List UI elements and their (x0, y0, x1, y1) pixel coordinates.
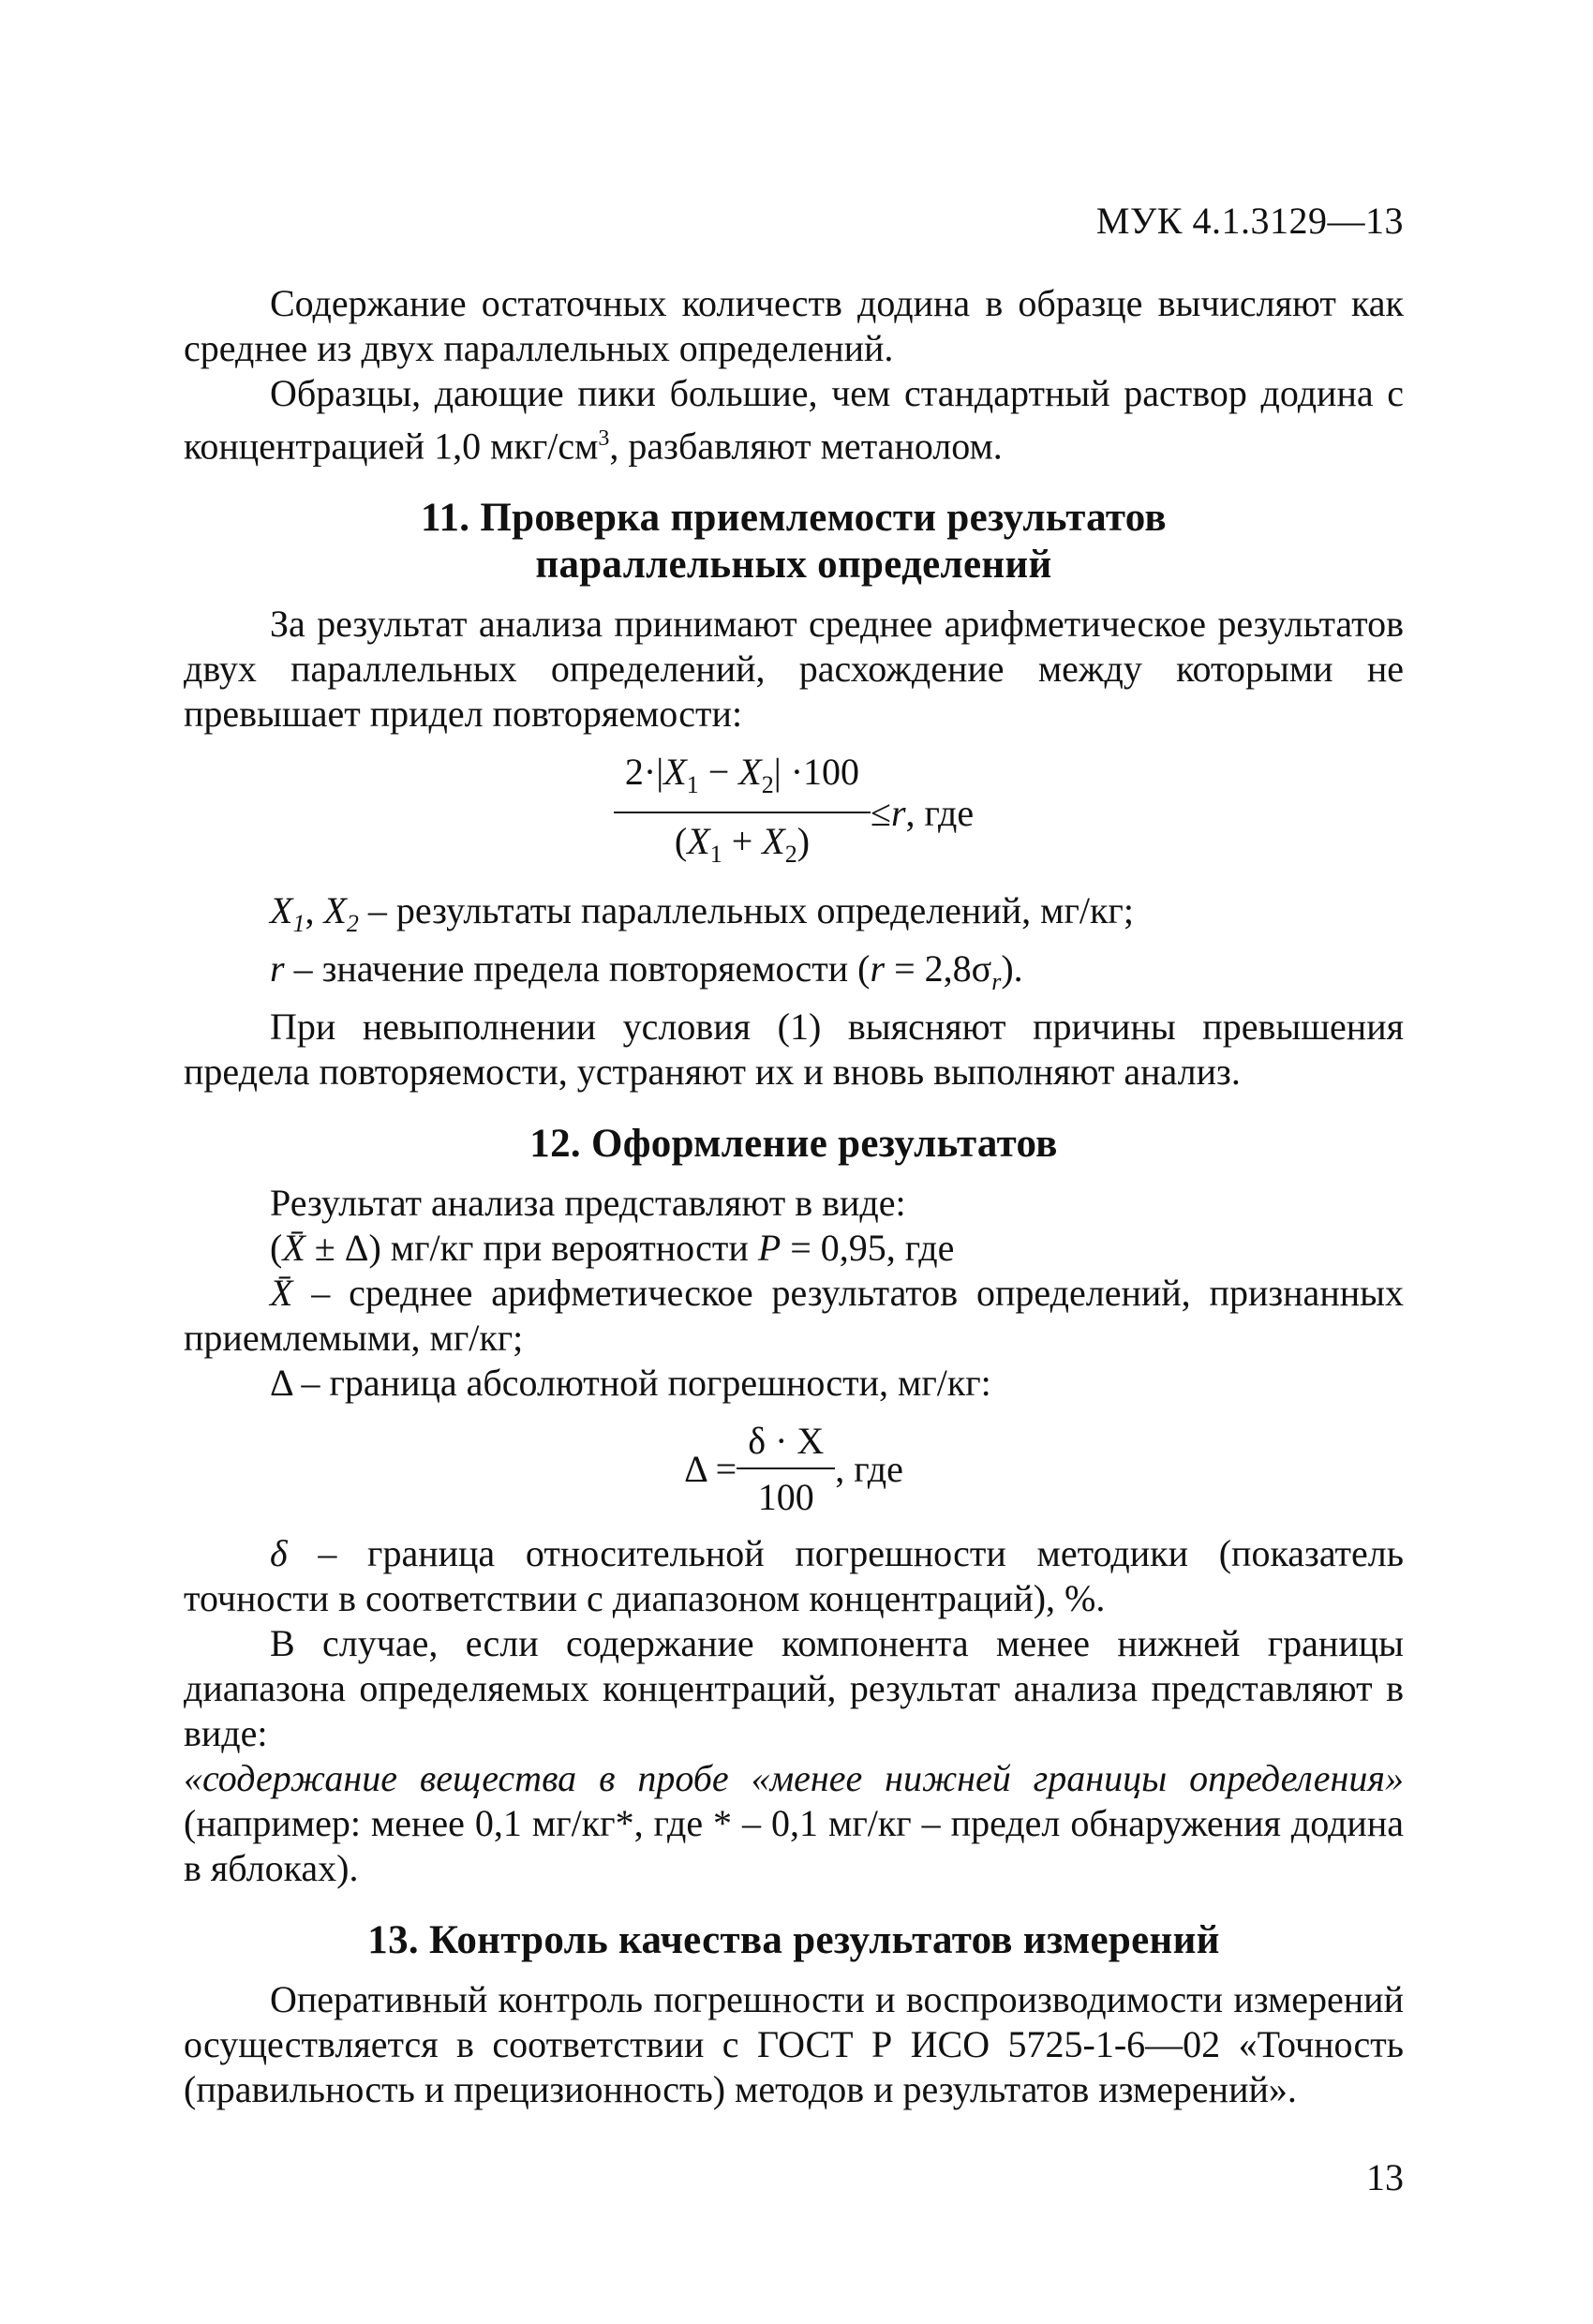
den-sub-2: 2 (784, 841, 797, 869)
den-open: ( (674, 820, 688, 863)
section-12-paragraph-4: Δ – граница абсолютной погрешности, мг/кг: (270, 1362, 991, 1405)
delta-formula (184, 1419, 1404, 1520)
section-12-paragraph-1: Результат анализа представляют в виде: (270, 1182, 906, 1225)
def-r-tail: ). (1001, 947, 1023, 991)
section-11-paragraph-2: При невыполнении условия (1) выясняют причины превышения предела повторяемости, устраняют их и вновь выполняют анализ. (184, 1006, 1404, 1094)
def-r-sub: r (991, 968, 1002, 996)
def-sub-2: 2 (346, 910, 359, 938)
section-12-paragraph-6: В случае, если содержание компонента менее нижней границы диапазона определяемых концентраций, результат анализа представляют в виде: (184, 1622, 1404, 1755)
document-body (184, 281, 1404, 2112)
document-code: МУК 4.1.3129—13 (1095, 200, 1404, 242)
den-var-x2: X (762, 820, 785, 863)
den-var-x1: X (687, 820, 710, 863)
def-x-text: – результаты параллельных определений, мг/кг; (358, 889, 1134, 932)
def-x-symbol-2: X (323, 889, 347, 932)
formula-fraction (614, 750, 871, 877)
var-p: P (757, 1227, 782, 1270)
def-x-symbol: X (270, 889, 293, 932)
section-13-paragraph-1: Оперативный контроль погрешности и воспроизводимости измерений осуществляется в соответствии с ГОСТ Р ИСО 5725-1-6—02 «Точность (правильность и прецизионность) методов и результатов измерений». (184, 1978, 1404, 2111)
var-r: r (890, 792, 906, 835)
var-x-mean: X̄ (282, 1227, 305, 1270)
var-x1: X (663, 751, 687, 794)
section-13-title: 13. Контроль качества результатов измерений (367, 1918, 1220, 1963)
plus-sign: + (722, 820, 763, 863)
sub-2: 2 (761, 771, 774, 799)
delta-denominator: 100 (757, 1476, 814, 1519)
intro-paragraph-1: Содержание остаточных количеств додина в образце вычисляют как среднее из двух параллельных определений. (184, 282, 1404, 369)
section-12-paragraph-3 (184, 1271, 1404, 1361)
def-r-symbol: r (270, 947, 285, 991)
var-x2: X (738, 751, 762, 794)
section-12-paragraph-2 (184, 1226, 1404, 1271)
minus-sign: − (698, 751, 739, 794)
below-limit-phrase: «содержание вещества в пробе «менее нижней границы определения» (184, 1757, 1404, 1800)
def-sub-1: 1 (292, 910, 305, 938)
def-r-symbol-2: r (870, 947, 886, 991)
section-11-title-line-1: 11. Проверка приемлемости результатов (421, 496, 1167, 541)
formula-denominator (663, 813, 821, 877)
delta-fraction (737, 1419, 835, 1520)
formula-suffix: , где (905, 792, 975, 835)
numerator-suffix: | ·100 (773, 751, 860, 794)
den-close: ) (796, 820, 811, 863)
section-12-paragraph-7 (184, 1756, 1404, 1891)
result-form-text: ± Δ) мг/кг при вероятности (305, 1227, 758, 1270)
superscript: 3 (598, 426, 610, 451)
section-12-paragraph-5 (184, 1531, 1404, 1621)
def-r-value: = 2,8σ (885, 947, 992, 991)
section-11-paragraph-1: За результат анализа принимают среднее арифметическое результатов двух параллельных определений, расхождение между которыми не превышает придел повторяемости: (184, 603, 1404, 736)
delta-suffix: , где (835, 1448, 903, 1491)
den-sub-1: 1 (709, 841, 722, 869)
def-separator: , (305, 889, 324, 932)
definition-x1-x2 (184, 888, 1404, 946)
relative-error-text: – граница относительной погрешности методики (показатель точности в соответствии с диапазоном концентраций), %. (184, 1532, 1404, 1620)
result-form-tail: = 0,95, где (781, 1227, 955, 1270)
var-x-mean-2: X̄ (270, 1272, 293, 1315)
definition-r (184, 946, 1404, 1005)
sub-1: 1 (686, 771, 699, 799)
def-r-text: – значение предела повторяемости ( (284, 947, 871, 991)
intro-paragraph-2-tail: , разбавляют метанолом. (609, 425, 1003, 468)
relation-sign: ≤ (871, 792, 891, 835)
numerator-prefix: 2·| (624, 751, 664, 794)
delta-numerator: δ · X (737, 1419, 835, 1469)
var-delta-small: δ (270, 1532, 288, 1575)
paren-open: ( (270, 1227, 283, 1270)
section-11-title-line-2: параллельных определений (535, 543, 1052, 588)
formula-numerator (614, 750, 871, 813)
page-number: 13 (1366, 2156, 1404, 2198)
intro-paragraph-2 (184, 371, 1404, 469)
intro-paragraph-2-text: Образцы, дающие пики большие, чем стандартный раствор додина с концентрацией 1,0 мкг/см (184, 372, 1404, 468)
repeatability-formula (184, 750, 1404, 877)
below-limit-example: (например: менее 0,1 мг/кг*, где * – 0,1 мг/кг – предел обнаружения додина в яблоках). (184, 1802, 1404, 1890)
section-12-title: 12. Оформление результатов (529, 1122, 1058, 1167)
section-11-title (184, 495, 1404, 588)
mean-definition-text: – среднее арифметическое результатов определений, признанных приемлемыми, мг/кг; (184, 1272, 1404, 1360)
delta-lhs: Δ = (684, 1448, 737, 1491)
